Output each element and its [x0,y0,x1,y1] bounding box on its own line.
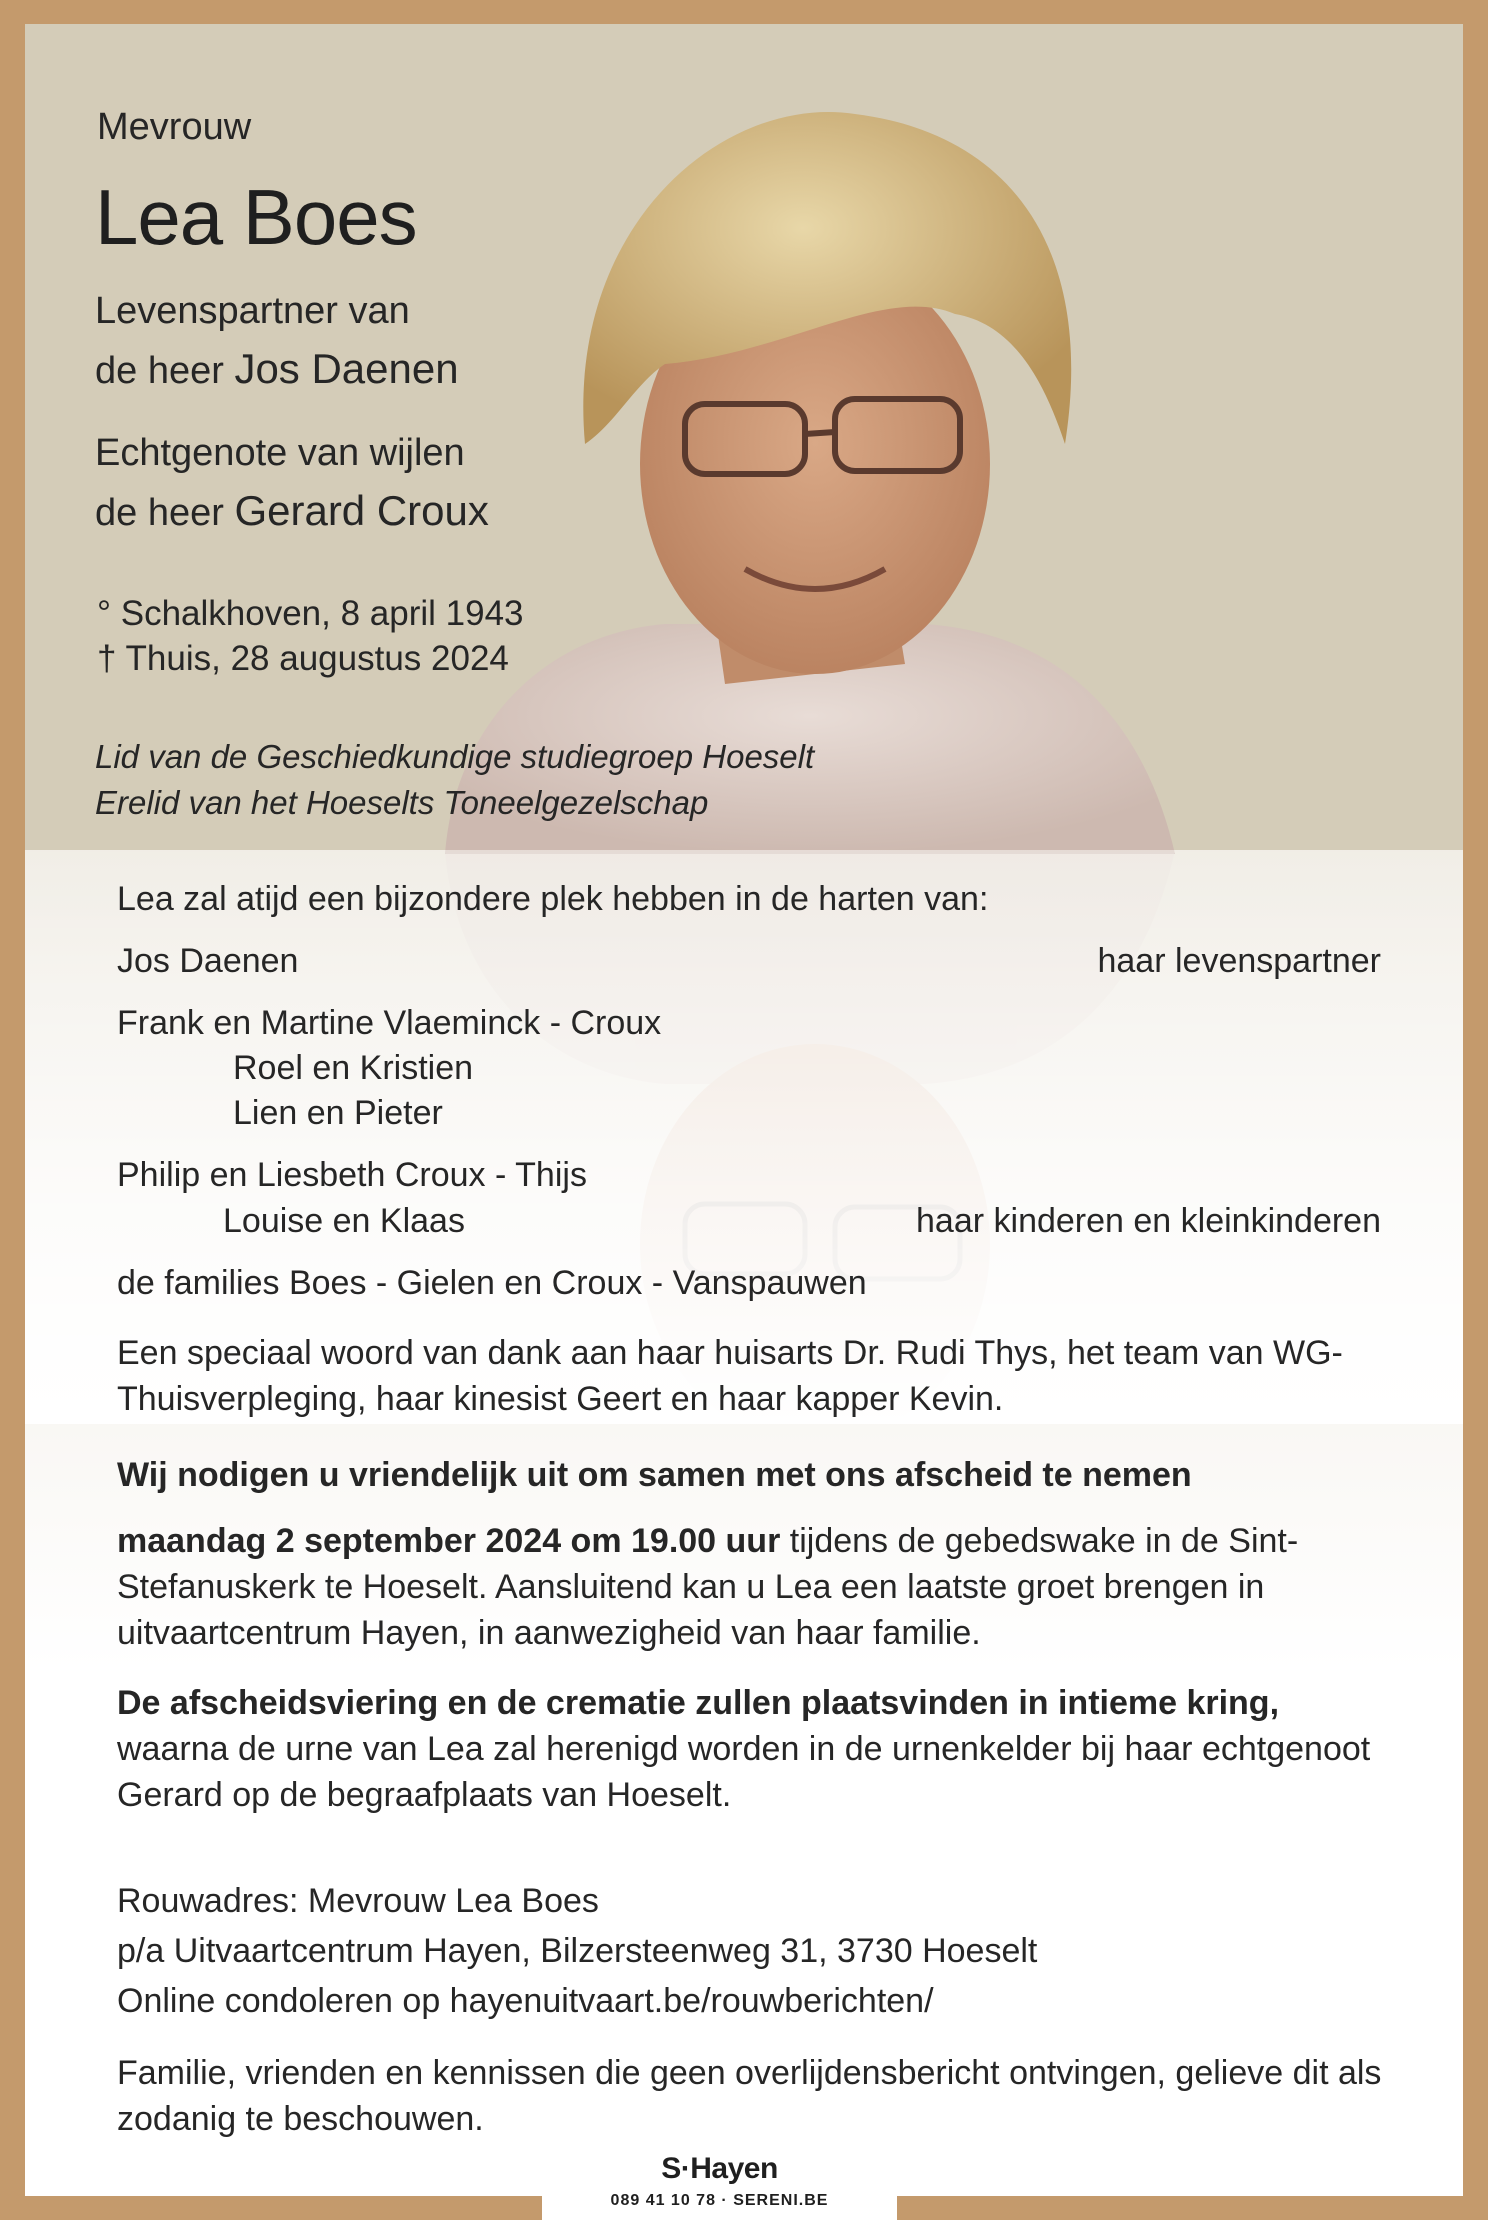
family-child-1: Frank en Martine Vlaeminck - Croux [117,1004,662,1042]
contact-info: 089 41 10 78 · SERENI.BE [610,2192,829,2209]
spouse-prefix: de heer [95,492,224,534]
family-partner: Jos Daenen [117,942,299,980]
partner-name: Jos Daenen [234,345,459,392]
logo-text: S·Hayen [661,2152,778,2185]
ceremony-heading: De afscheidsviering en de crematie zullen plaatsvinden in intieme kring, [117,1684,1280,1722]
spouse-name: Gerard Croux [234,487,489,534]
partner-line [95,340,459,400]
thanks-paragraph: Een speciaal woord van dank aan haar huisarts Dr. Rudi Thys, het team van WG-Thuisverpleging, haar kinesist Geert en haar kapper Kevin. [117,1334,1343,1418]
family-children-role: haar kinderen en kleinkinderen [916,1202,1381,1240]
birth-info: ° Schalkhoven, 8 april 1943 [97,594,524,633]
spouse-line [95,482,489,542]
death-info: † Thuis, 28 augustus 2024 [97,639,509,678]
funeral-home-logo [542,2140,897,2220]
condolence-link[interactable]: Online condoleren op hayenuitvaart.be/rouwberichten/ [117,1982,934,2020]
spouse-label: Echtgenote van wijlen [95,432,465,474]
wake-paragraph [117,1518,1397,1656]
obituary-card [25,24,1463,2196]
partner-prefix: de heer [95,350,224,392]
membership-1: Lid van de Geschiedkundige studiegroep Hoeselt [95,738,815,775]
closing-paragraph: Familie, vrienden en kennissen die geen overlijdensbericht ontvingen, gelieve dit als zodanig te beschouwen. [117,2054,1382,2138]
address-line-2: p/a Uitvaartcentrum Hayen, Bilzersteenweg 31, 3730 Hoeselt [117,1932,1038,1970]
family-grandchild-3: Louise en Klaas [223,1202,465,1240]
family-intro: Lea zal atijd een bijzondere plek hebben in de harten van: [117,880,989,918]
invitation-heading: Wij nodigen u vriendelijk uit om samen met ons afscheid te nemen [117,1456,1192,1494]
deceased-name: Lea Boes [95,173,417,261]
ceremony-details: waarna de urne van Lea zal herenigd worden in de urnenkelder bij haar echtgenoot Gerard op de begraafplaats van Hoeselt. [117,1730,1371,1814]
family-partner-role: haar levenspartner [1097,942,1381,980]
family-child-2: Philip en Liesbeth Croux - Thijs [117,1156,587,1194]
title-prefix: Mevrouw [97,106,252,148]
family-grandchild-2: Lien en Pieter [233,1094,443,1132]
family-grandchild-1: Roel en Kristien [233,1049,474,1087]
address-line-1: Rouwadres: Mevrouw Lea Boes [117,1882,599,1920]
ceremony-paragraph [117,1680,1397,1818]
family-families: de families Boes - Gielen en Croux - Vanspauwen [117,1264,867,1302]
wake-date: maandag 2 september 2024 om 19.00 uur [117,1522,781,1560]
membership-2: Erelid van het Hoeselts Toneelgezelschap [95,784,709,821]
partner-label: Levenspartner van [95,290,410,332]
wake-details: tijdens de gebedswake in de Sint-Stefanuskerk te Hoeselt. Aansluitend kan u Lea een laatste groet brengen in uitvaartcentrum Hayen, in aanwezigheid van haar familie. [117,1522,1299,1652]
